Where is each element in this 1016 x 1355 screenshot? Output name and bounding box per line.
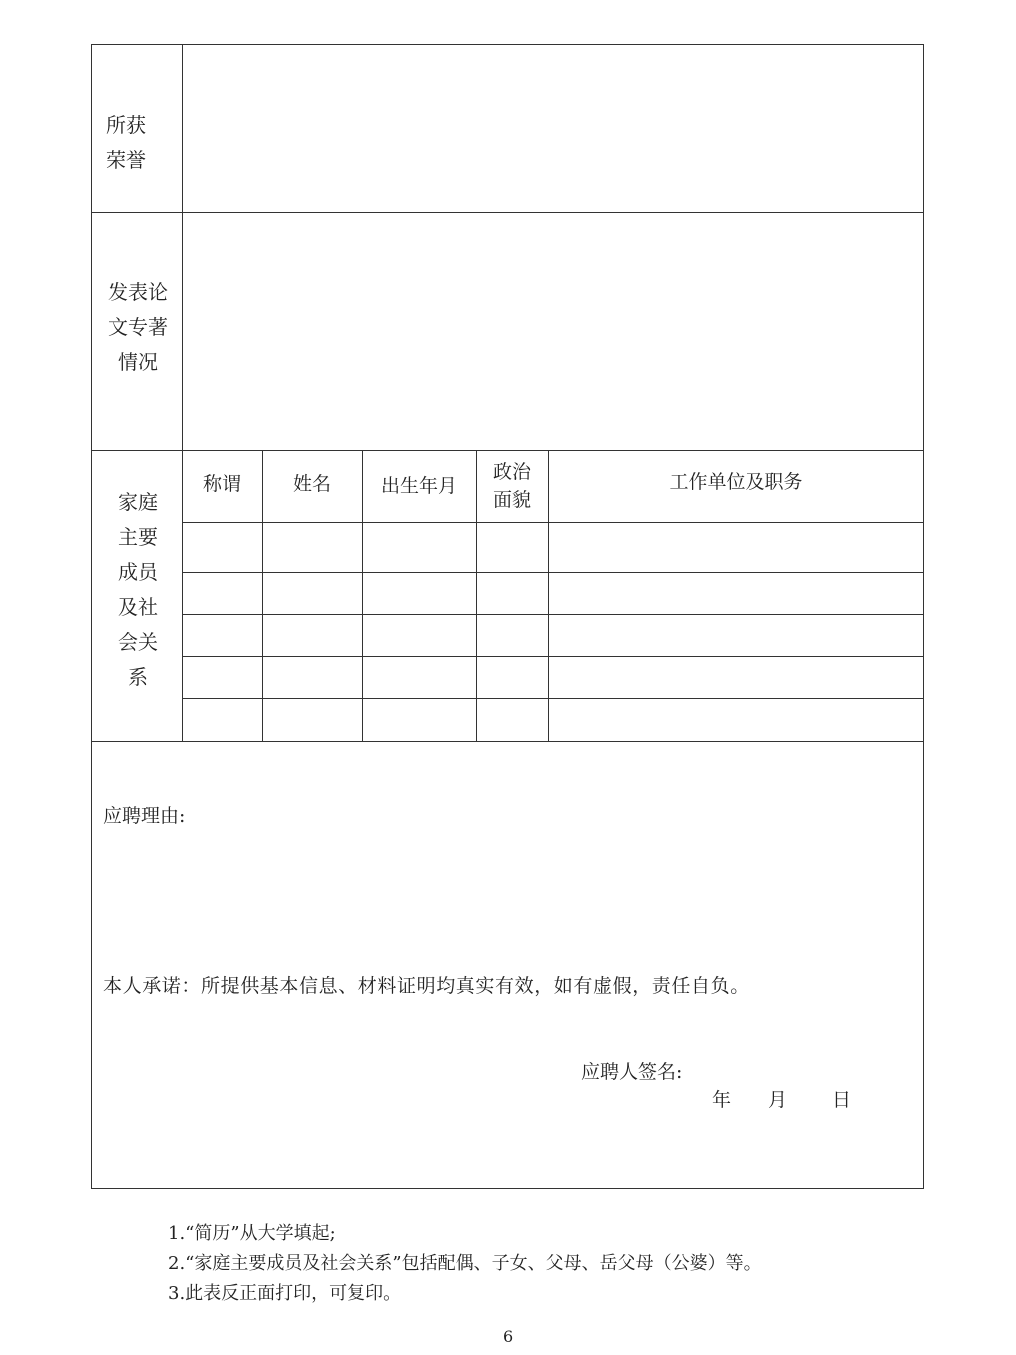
pledge-text: 本人承诺：所提供基本信息、材料证明均真实有效，如有虚假，责任自负。 [103, 975, 750, 997]
family-row-divider-4 [182, 698, 924, 699]
date-month: 月 [768, 1089, 788, 1111]
note-2: 2.“家庭主要成员及社会关系”包括配偶、子女、父母、岳父母（公婆）等。 [168, 1253, 762, 1274]
date-day: 日 [832, 1089, 852, 1111]
family-label-line: 家庭 [118, 490, 158, 514]
note-3: 3.此表反正面打印，可复印。 [168, 1283, 402, 1304]
family-row-divider-2 [182, 614, 924, 615]
header-title: 称谓 [202, 473, 241, 495]
date-year: 年 [712, 1089, 732, 1111]
publications-label [98, 275, 178, 380]
publications-label-line1: 发表论 [108, 280, 168, 304]
note-1: 1.“简历”从大学填起; [168, 1223, 336, 1244]
family-row-divider-3 [182, 656, 924, 657]
page-number: 6 [503, 1327, 514, 1346]
header-political [476, 458, 548, 514]
reason-label: 应聘理由: [103, 805, 186, 827]
signature-label: 应聘人签名: [581, 1061, 683, 1083]
family-label-line: 主要 [118, 525, 158, 549]
header-political-line1: 政治 [492, 461, 531, 483]
family-label-line: 会关 [118, 630, 158, 654]
header-work: 工作单位及职务 [669, 471, 803, 493]
row-divider-family [91, 741, 924, 742]
family-label-line: 系 [128, 665, 148, 689]
family-label-line: 成员 [118, 560, 158, 584]
header-political-line2: 面貌 [492, 489, 531, 511]
family-row-divider-1 [182, 572, 924, 573]
header-name: 姓名 [292, 473, 331, 495]
family-label-line: 及社 [118, 595, 158, 619]
row-divider-honors [91, 212, 924, 213]
honors-label-line1: 所获 [106, 113, 146, 137]
publications-label-line3: 情况 [118, 350, 158, 374]
honors-label [93, 108, 159, 178]
publications-label-line2: 文专著 [108, 315, 168, 339]
row-divider-publications [91, 450, 924, 451]
honors-label-line2: 荣誉 [106, 148, 146, 172]
header-birth: 出生年月 [380, 475, 457, 497]
form-table [91, 44, 924, 1189]
label-column-divider [182, 44, 183, 741]
family-header-divider [182, 522, 924, 523]
family-label [98, 485, 178, 695]
